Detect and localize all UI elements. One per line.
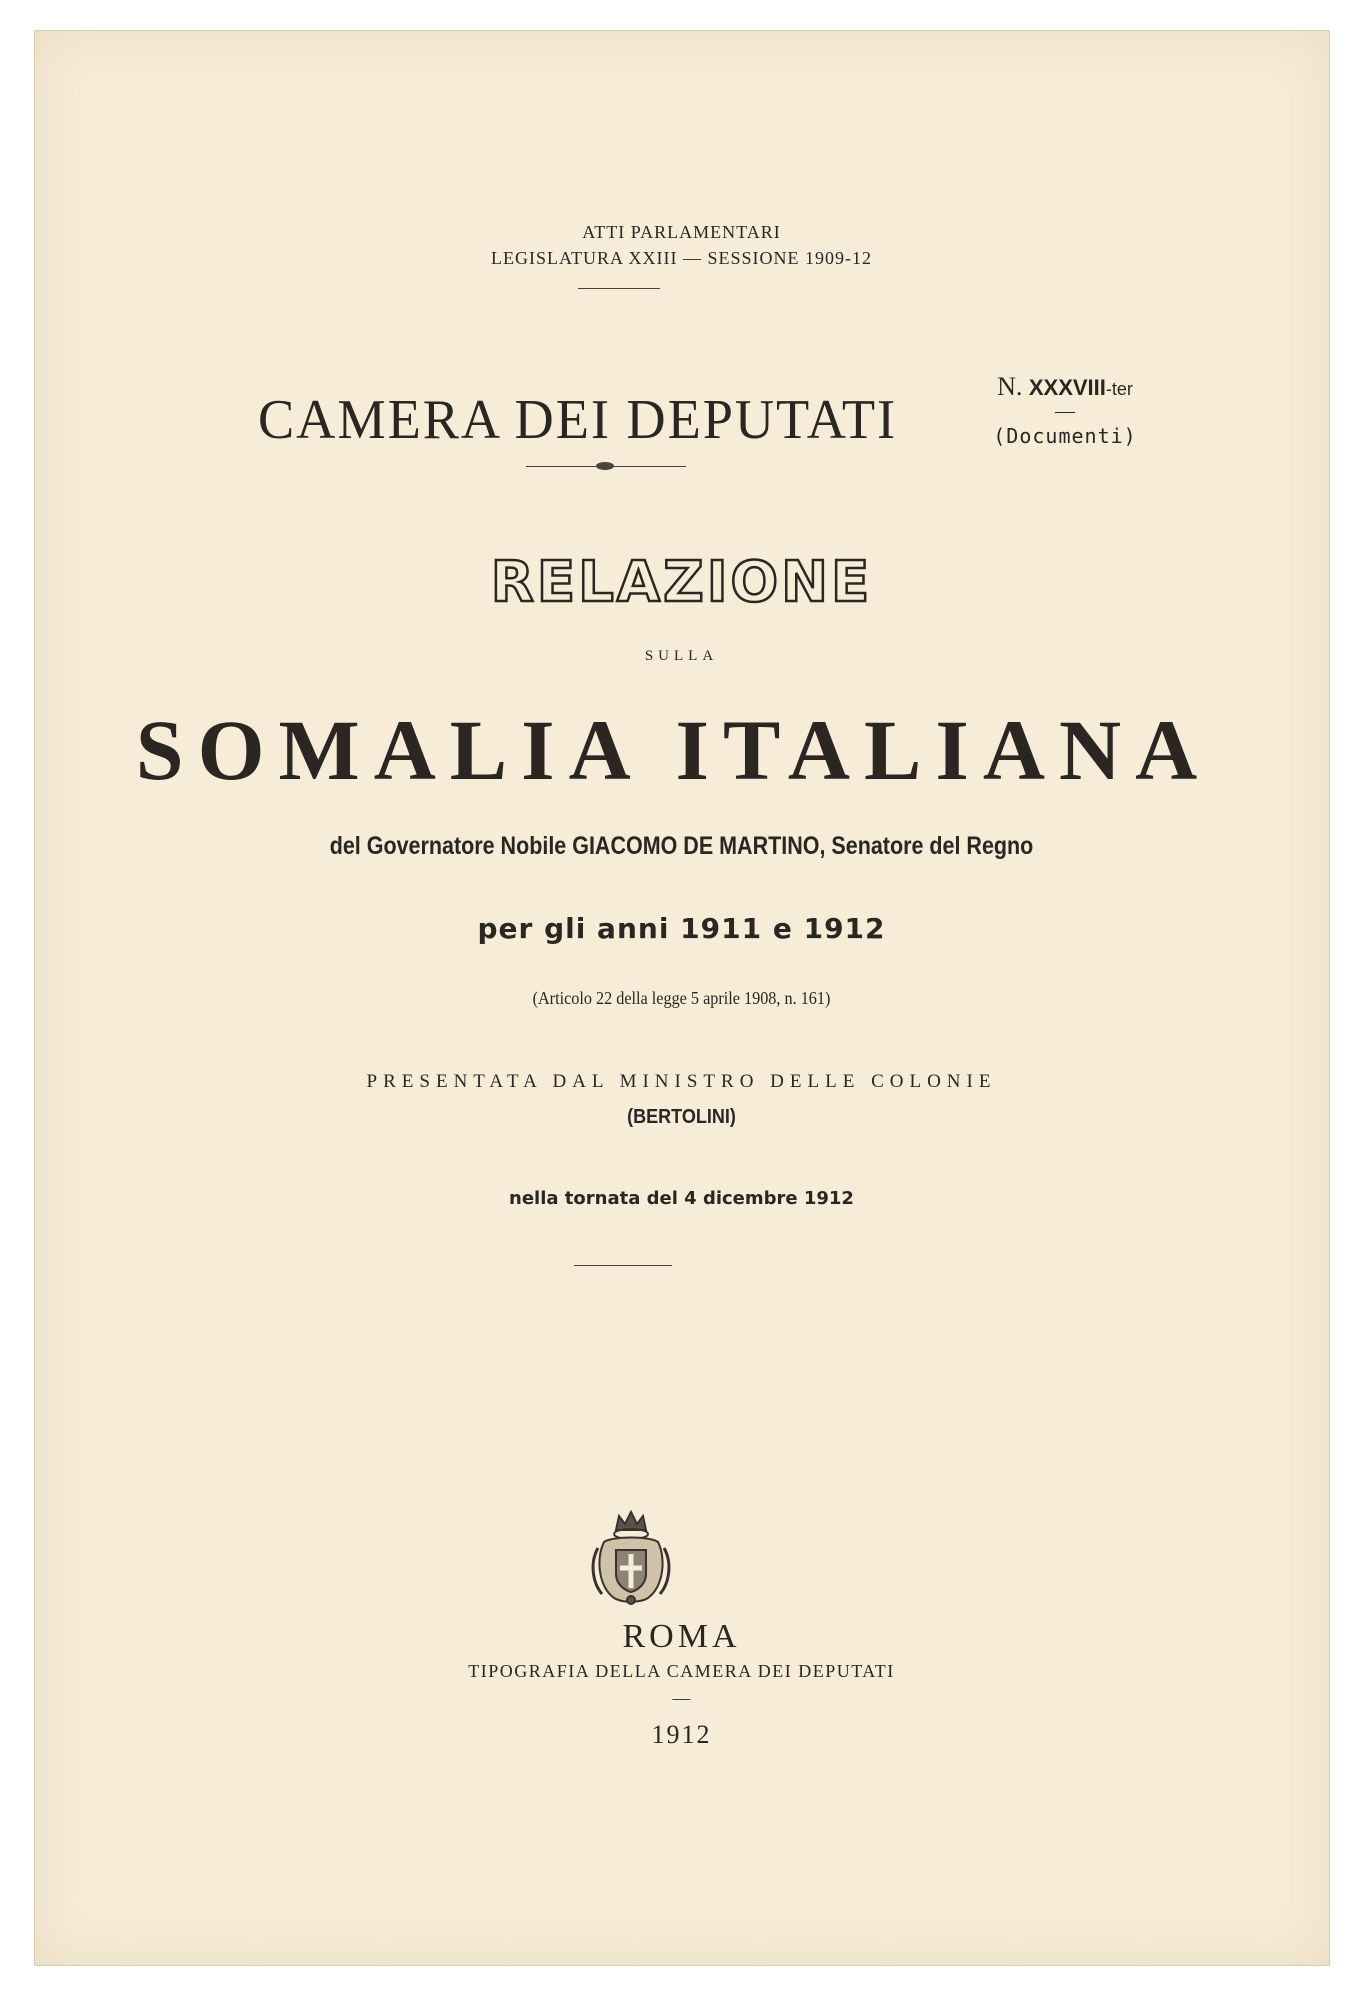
presented-by: PRESENTATA DAL MINISTRO DELLE COLONIE	[366, 1071, 997, 1092]
imprint-city: ROMA	[622, 1618, 741, 1655]
imprint-year: 1912	[651, 1720, 712, 1749]
document-number-suffix: -ter	[1105, 379, 1133, 399]
imprint-dash: —	[672, 1688, 691, 1708]
document-number-value: XXXVIII	[1028, 375, 1106, 400]
session-date: nella tornata del 4 dicembre 1912	[509, 1188, 854, 1209]
document-type: (Documenti)	[993, 424, 1137, 448]
ornament-icon	[596, 462, 614, 470]
header-atti: ATTI PARLAMENTARI	[582, 222, 781, 242]
header-rule	[578, 288, 660, 289]
document-number	[985, 372, 1145, 448]
author-line: del Governatore Nobile GIACOMO DE MARTINO, Senatore del Regno	[329, 832, 1034, 860]
sulla-label: SULLA	[644, 648, 719, 664]
legal-reference: (Articolo 22 della legge 5 aprile 1908, n. 161)	[532, 988, 831, 1008]
subject-title: SOMALIA ITALIANA	[135, 702, 1212, 798]
years-line: per gli anni 1911 e 1912	[477, 912, 886, 945]
camera-title: CAMERA DEI DEPUTATI	[258, 389, 898, 451]
document-number-dash: —	[1055, 400, 1075, 422]
minister-name: (BERTOLINI)	[627, 1106, 736, 1128]
relazione-title: RELAZIONE	[490, 550, 873, 615]
document-number-prefix: N.	[997, 372, 1023, 401]
document-number-line	[985, 372, 1145, 402]
imprint-printer: TIPOGRAFIA DELLA CAMERA DEI DEPUTATI	[468, 1661, 895, 1681]
royal-coat-of-arms-icon	[586, 1508, 676, 1608]
section-rule	[574, 1265, 672, 1266]
header-legislatura: LEGISLATURA XXIII — SESSIONE 1909-12	[491, 248, 872, 268]
